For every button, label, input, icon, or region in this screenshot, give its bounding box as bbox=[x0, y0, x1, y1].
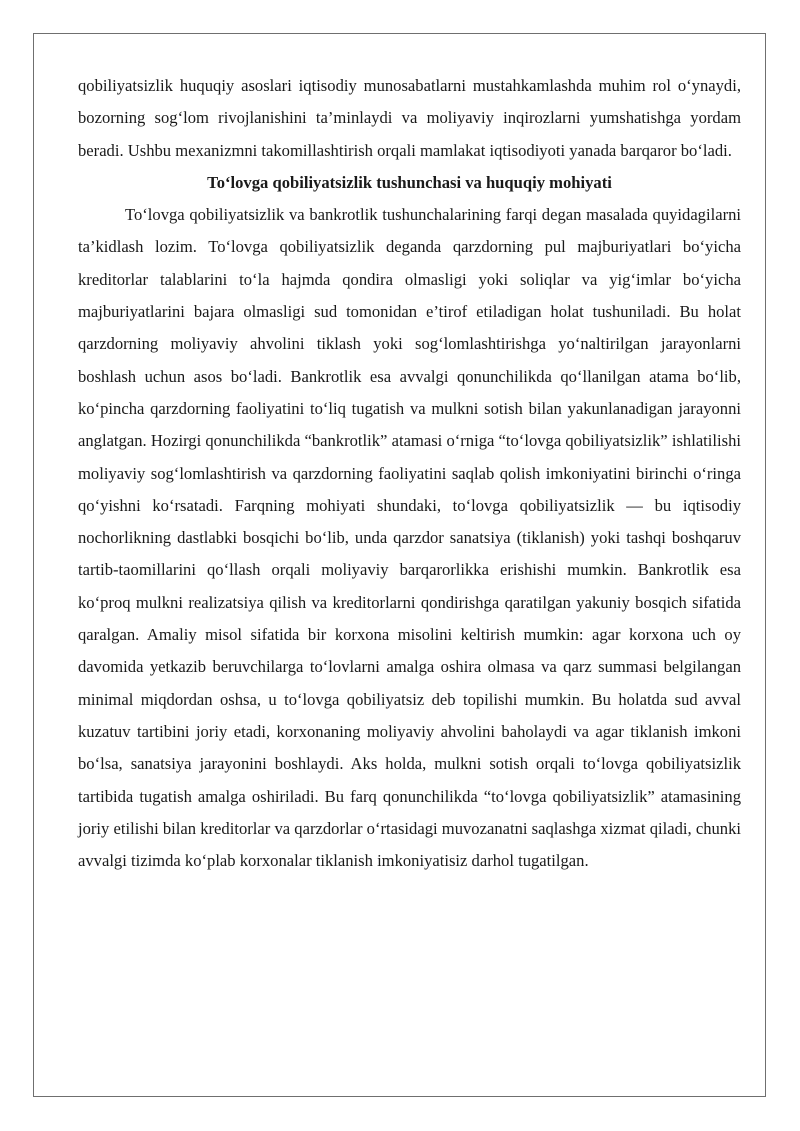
intro-paragraph: qobiliyatsizlik huquqiy asoslari iqtisodiy munosabatlarni mustahkamlashda muhim rol o‘ynaydi, bozorning sog‘lom rivojlanishini ta’minlaydi va moliyaviy inqirozlarni yumshatishga yordam beradi. Ushbu mexanizmni takomillashtirish orqali mamlakat iqtisodiyoti yanada barqaror bo‘ladi. bbox=[78, 76, 741, 160]
body-paragraph: To‘lovga qobiliyatsizlik va bankrotlik tushunchalarining farqi degan masalada quyidagilarni ta’kidlash lozim. To‘lovga qobiliyatsizlik deganda qarzdorning pul majburiyatlari bo‘yicha kreditorlar talablarini to‘la hajmda qondira olmasligi yoki soliqlar va yig‘imlar bo‘yicha majburiyatlarini bajara olmasligi sud tomonidan e’tirof etiladigan holat tushuniladi. Bu holat qarzdorning moliyaviy ahvolini tiklash yoki sog‘lomlashtirishga yo‘naltirilgan jarayonlarni boshlash uchun asos bo‘ladi. Bankrotlik esa avvalgi qonunchilikda qo‘llanilgan atama bo‘lib, ko‘pincha qarzdorning faoliyatini to‘liq tugatish va mulkni sotish bilan yakunlanadigan jarayonni anglatgan. Hozirgi qonunchilikda “bankrotlik” atamasi o‘rniga “to‘lovga qobiliyatsizlik” ishlatilishi moliyaviy sog‘lomlashtirish va qarzdorning faoliyatini saqlab qolish imkoniyatini birinchi o‘ringa qo‘yishni ko‘rsatadi. Farqning mohiyati shundaki, to‘lovga qobiliyatsizlik — bu iqtisodiy nochorlikning dastlabki bosqichi bo‘lib, unda qarzdor sanatsiya (tiklanish) yoki tashqi boshqaruv tartib-taomillarini qo‘llash orqali moliyaviy barqarorlikka erishishi mumkin. Bankrotlik esa ko‘proq mulkni realizatsiya qilish va kreditorlarni qondirishga qaratilgan yakuniy bosqich sifatida qaralgan. Amaliy misol sifatida bir korxona misolini keltirish mumkin: agar korxona uch oy davomida yetkazib beruvchilarga to‘lovlarni amalga oshira olmasa va qarz summasi belgilangan minimal miqdordan oshsa, u to‘lovga qobiliyatsiz deb topilishi mumkin. Bu holatda sud avval kuzatuv tartibini joriy etadi, korxonaning moliyaviy ahvolini baholaydi va agar tiklanish imkoni bo‘lsa, sanatsiya jarayonini boshlaydi. Aks holda, mulkni sotish orqali to‘lovga qobiliyatsizlik tartibida tugatish amalga oshiriladi. Bu farq qonunchilikda “to‘lovga qobiliyatsizlik” atamasining joriy etilishi bilan kreditorlar va qarzdorlar o‘rtasidagi muvozanatni saqlashga xizmat qiladi, chunki avvalgi tizimda ko‘plab korxonalar tiklanish imkoniyatisiz darhol tugatilgan. bbox=[78, 205, 741, 871]
document-body bbox=[78, 70, 741, 877]
section-heading: To‘lovga qobiliyatsizlik tushunchasi va huquqiy mohiyati bbox=[207, 172, 612, 192]
